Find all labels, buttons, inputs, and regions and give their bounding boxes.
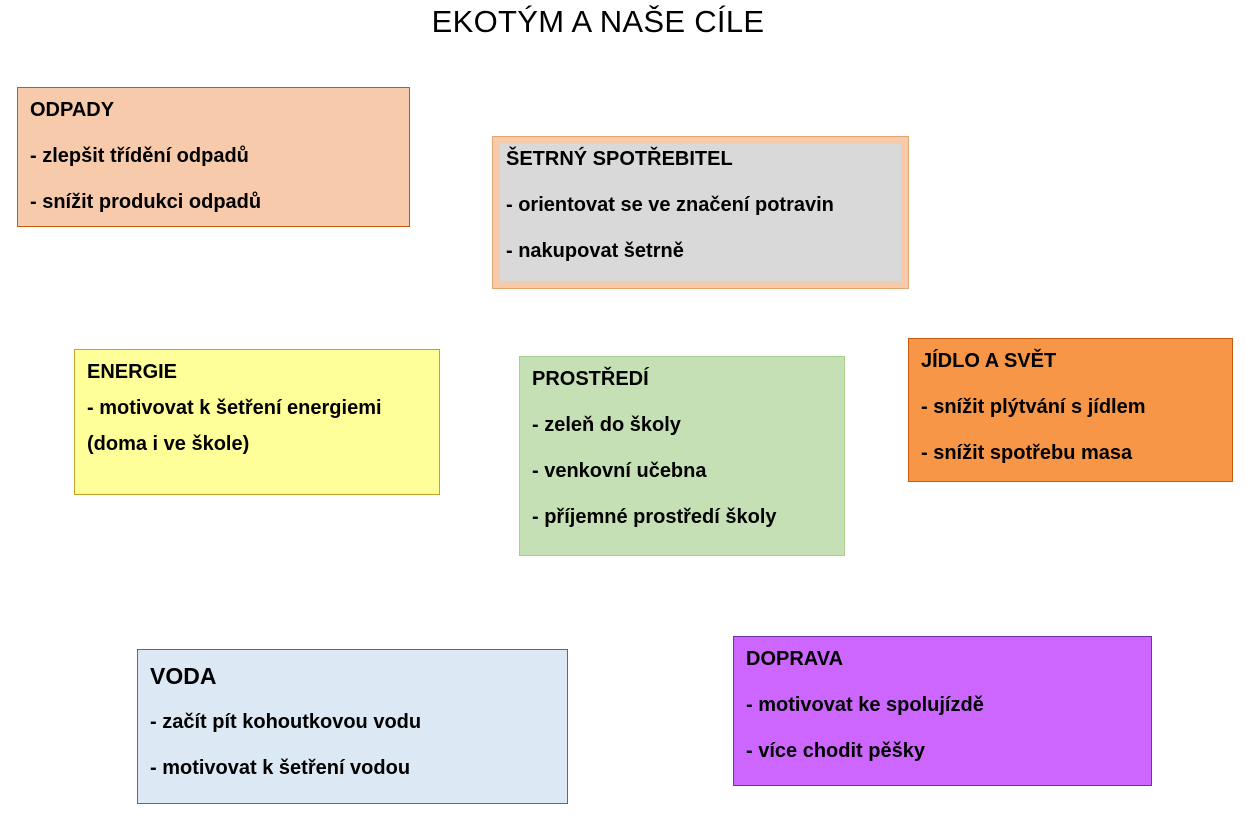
goal-box-jidlo-a-svet (908, 338, 1233, 482)
goal-box-odpady (17, 87, 410, 227)
box-heading: ODPADY (30, 99, 115, 121)
box-heading: ŠETRNÝ SPOTŘEBITEL (506, 148, 733, 170)
box-item: - snížit produkci odpadů (30, 191, 262, 213)
goal-box-doprava (733, 636, 1152, 786)
box-item: - zeleň do školy (532, 414, 681, 436)
box-item: - motivovat ke spolujízdě (746, 694, 984, 716)
box-item: - začít pít kohoutkovou vodu (150, 711, 422, 733)
box-inner (500, 144, 901, 281)
goal-box-prostredi (519, 356, 845, 556)
box-item: - orientovat se ve značení potravin (506, 194, 834, 216)
box-item: - příjemné prostředí školy (532, 506, 777, 528)
box-item: - snížit spotřebu masa (921, 442, 1133, 464)
box-heading: ENERGIE (87, 361, 178, 383)
box-item: - motivovat k šetření energiemi (doma i ve škole) (87, 397, 382, 455)
goal-box-voda (137, 649, 568, 804)
box-item: - nakupovat šetrně (506, 240, 684, 262)
box-heading: DOPRAVA (746, 648, 844, 670)
box-item: - více chodit pěšky (746, 740, 925, 762)
box-item: - motivovat k šetření vodou (150, 757, 411, 779)
box-heading: JÍDLO A SVĚT (921, 350, 1057, 372)
goal-box-setrny-spotrebitel (492, 136, 909, 289)
goal-box-energie (74, 349, 440, 495)
box-item: - zlepšit třídění odpadů (30, 145, 249, 167)
box-heading: PROSTŘEDÍ (532, 368, 649, 390)
box-heading: VODA (150, 663, 217, 689)
box-item: - venkovní učebna (532, 460, 707, 482)
page-title: EKOTÝM A NAŠE CÍLE (431, 4, 765, 39)
box-item: - snížit plýtvání s jídlem (921, 396, 1146, 418)
